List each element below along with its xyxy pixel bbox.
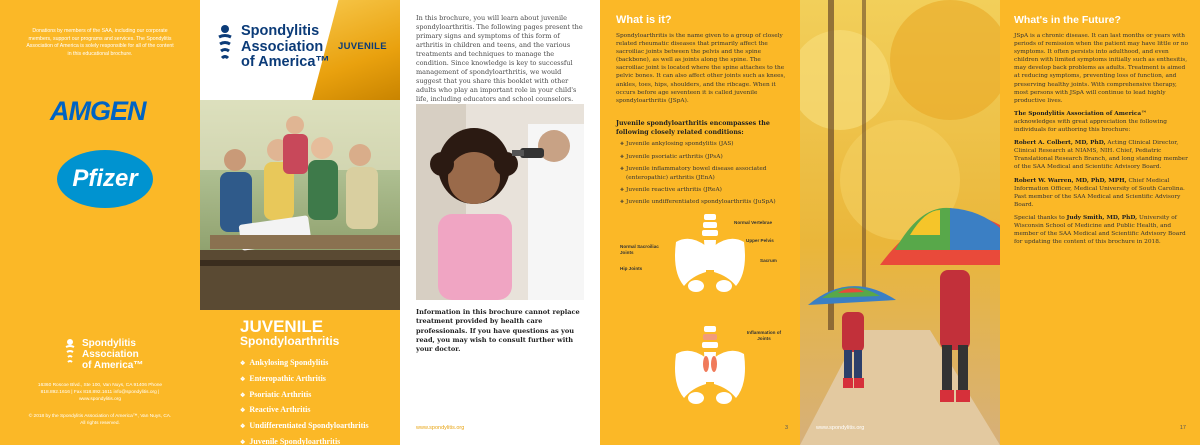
ack-text: acknowledges with great appreciation the following individuals for authoring this brochure: [1014,118,1167,134]
ack-org: The Spondylitis Association of America™ [1014,110,1147,117]
autumn-umbrella-photo [800,0,1000,445]
section-heading: What's in the Future? [1014,14,1121,26]
list-item: ❖ Juvenile ankylosing spondylitis (JAS) [620,140,796,149]
thanks-name: Judy Smith, MD, PhD, [1066,214,1138,221]
cover-header [200,0,400,100]
list-item: ❖ Juvenile inflammatory bowel disease associated (enteropathic) arthritis (JEnA) [620,165,796,182]
label-normal-si: Normal Sacroiliac Joints [620,244,659,255]
what-is-it-panel [600,0,800,445]
amgen-logo: AMGEN [50,96,146,126]
list-item: ❖ Juvenile reactive arthritis (JReA) [620,186,796,195]
saa-logo [214,23,330,72]
saa-figure-icon [214,24,236,68]
author-bio: Acting Clinical Director, Clinical Research at NIAMS, NIH. Chief, Pediatric Translational Research Branch, and long standing member of the SAA Medical and Scientific Advisory Board. [1014,140,1188,171]
donation-note: Donations by members of the SAA, including our corporate members, support our programs and services. The Spondylitis Association of America is solely responsible for all of the content in this educational brochure. [26,28,174,57]
cover-title: JUVENILE [240,317,324,336]
umbrella-photo-panel [800,0,1000,445]
list-heading: Juvenile spondyloarthritis encompasses the following closely related conditions: [616,120,770,136]
future-body [1014,32,1190,251]
future-panel [1000,0,1200,445]
label-inflammation: Inflammation of Joints [746,330,782,341]
author-bio: Chief Medical Information Officer, Medical University of South Carolina. Past member of the SAA Medical and Scientific Advisory Board. [1014,177,1185,208]
inflamed-pelvis-illustration [670,324,750,408]
body-paragraph: Spondyloarthritis is the name given to a group of closely related rheumatic diseases that primarily affect the sacroiliac joints between the pelvis and the spine (backbone), as well as joints along the spine. The sacroiliac joint is located where the spine attaches to the pelvic bones. It can also affect other joints such as knees, ankles, toes, hips, shoulders, and the ribcage. When it occurs before age seventeen it is called juvenile spondyloarthritis (JSpA). [616,33,786,104]
saa-logo-line: Spondylitis [241,23,320,39]
thanks-text: University of Wisconsin School of Medicine and Public Health, and member of the SAA Medical and Scientific Advisory Board for updating the content of this brochure in 2018. [1014,214,1186,246]
disclaimer-note: Information in this brochure cannot replace treatment provided by health care professionals. If you have questions as you read, you may wish to consult further with your doctor. [416,308,580,354]
list-item: ❖ Psoriatic Arthritis [240,388,369,404]
thanks-pre: Special thanks to [1014,214,1067,221]
label-upper-pelvis: Upper Pelvis [746,238,774,243]
footer-url: www.spondylitis.org [416,425,465,431]
footer-url: www.spondylitis.org [816,425,865,431]
section-heading: What is it? [616,14,672,26]
list-item: ❖ Juvenile Spondyloarthritis [240,435,369,445]
intro-paragraph: In this brochure, you will learn about juvenile spondyloarthritis. The following pages present the primary signs and symptoms of this form of arthritis in children and teens, and the various treatments and techniques to manage the condition. Since knowledge is key to successful management of spondyloarthritis, we would suggest that you share this booklet with other adults who play an important role in your child's life, including educators and school counselors. [416,14,583,103]
special-thanks [1014,214,1190,246]
author-name: Robert A. Colbert, MD, PhD, [1014,140,1106,147]
saa-logo-line: Association [82,349,139,360]
saa-figure-icon [62,338,78,368]
label-sacrum: Sacrum [760,258,777,263]
intro-panel [400,0,600,445]
address: 16360 Roscoe Blvd., Ste 100, Van Nuys, CA 91406 Phone 818.892.1616 | Fax 818.892.1611 info@spondylitis.org | www.spondylitis.org [37,383,163,402]
list-item: ❖ Reactive Arthritis [240,403,369,419]
front-cover-panel [200,0,400,445]
acknowledgement [1014,110,1190,134]
doctor-child-photo [416,104,584,300]
saa-logo-line: of America™ [82,360,144,371]
copyright: © 2018 by the Spondylitis Association of America™, Van Nuys, CA. All rights reserved. [28,414,172,426]
back-cover-panel [0,0,200,445]
cover-subtitle: Spondyloarthritis [240,334,340,348]
list-item: ❖ Juvenile undifferentiated spondyloarthritis (JuSpA) [620,198,796,207]
pfizer-logo: Pfizer [57,150,153,208]
author-2 [1014,177,1190,209]
saa-logo-line: Association [241,38,324,55]
page-number: 17 [1179,425,1186,431]
page-number: 3 [784,425,788,431]
juvenile-tag: JUVENILE [338,41,387,52]
saa-logo-line: of America™ [241,54,330,70]
list-item: ❖ Undifferentiated Spondyloarthritis [240,419,369,435]
list-item: ❖ Enteropathic Arthritis [240,372,369,388]
saa-logo-small [62,338,144,372]
condition-list [240,356,369,445]
author-name: Robert W. Warren, MD, PhD, MPH, [1014,177,1127,184]
saa-logo-line: Spondylitis [82,338,136,349]
author-1 [1014,139,1190,171]
future-paragraph: JSpA is a chronic disease. It can last months or years with periods of remission when the patient may have little or no symptoms. It often persists into adulthood, and even children with limited symptoms initially such as enthesitis, may develop back problems as adults. Treatment is aimed at reducing symptoms, preventing loss of function, and preserving healthy joints. With comprehensive therapy, most persons with JSpA will continue to lead highly productive lives. [1014,33,1189,104]
list-item: ❖ Ankylosing Spondylitis [240,356,369,372]
list-item: ❖ Juvenile psoriatic arthritis (JPsA) [620,153,796,162]
label-normal-vertebrae: Normal Vertebrae [734,220,773,225]
label-hip-joints: Hip Joints [620,266,643,271]
conditions-list [620,140,796,211]
teens-photo [200,100,400,310]
